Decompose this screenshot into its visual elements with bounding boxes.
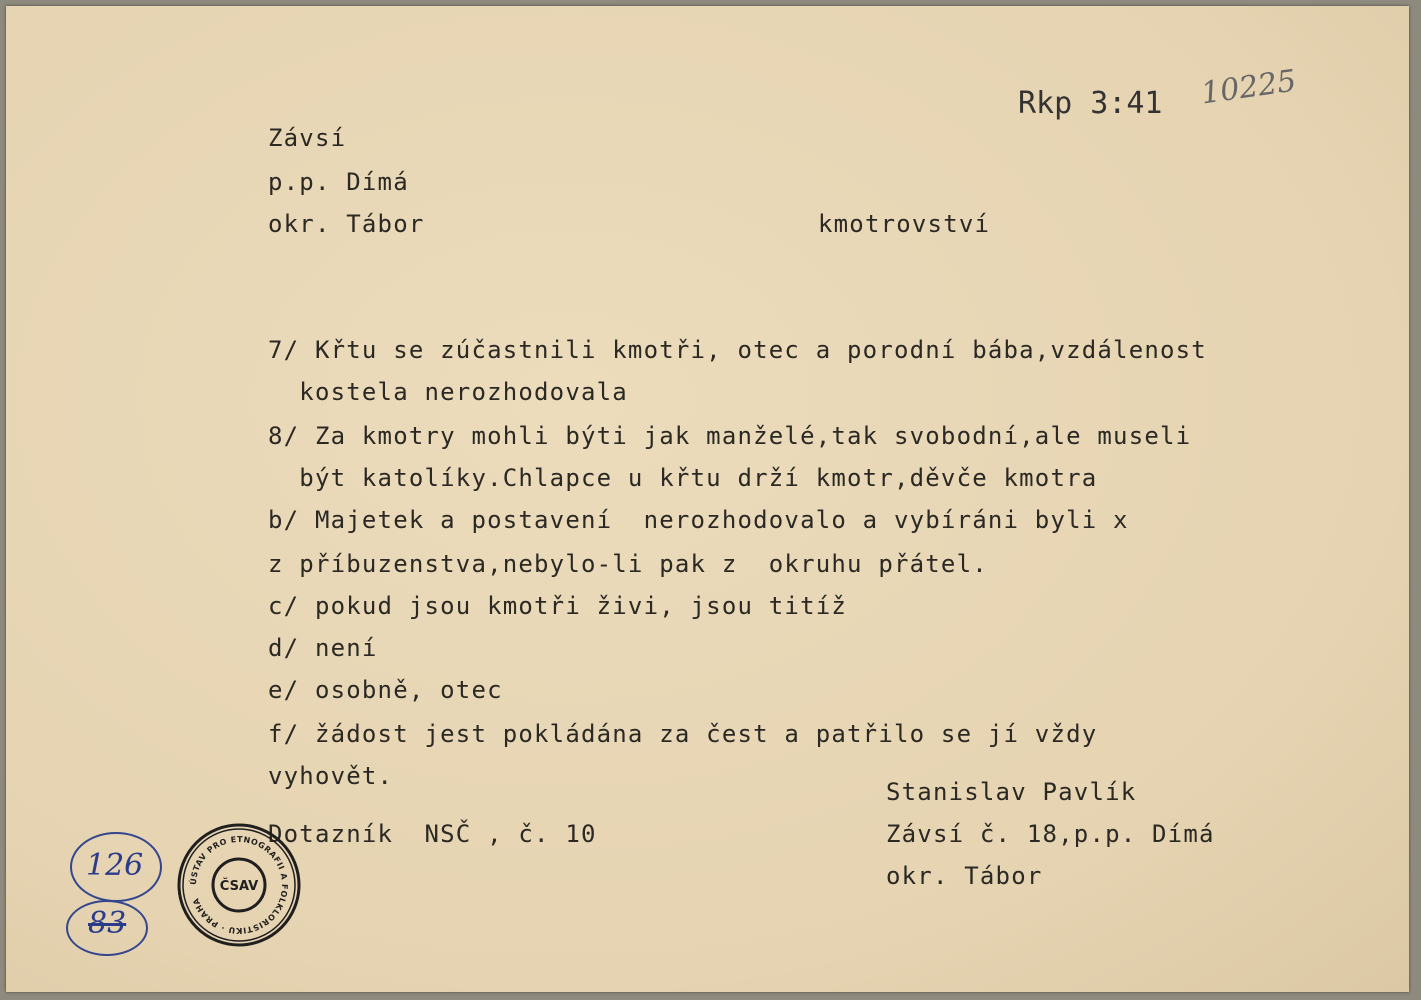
questionnaire-reference: Dotazník NSČ , č. 10 — [268, 820, 597, 848]
answer-line: z příbuzenstva,nebylo-li pak z okruhu přátel. — [268, 550, 988, 578]
header-topic: kmotrovství — [818, 210, 991, 238]
answer-line: f/ žádost jest pokládána za čest a patřilo se jí vždy — [268, 720, 1098, 748]
answer-line: vyhovět. — [268, 762, 394, 790]
page-number: 126 — [86, 848, 144, 883]
answer-line: 7/ Křtu se zúčastnili kmotři, otec a porodní bába,vzdálenost — [268, 336, 1207, 364]
answer-line: 8/ Za kmotry mohli býti jak manželé,tak svobodní,ale museli — [268, 422, 1192, 450]
signature-district: okr. Tábor — [886, 862, 1043, 890]
answer-line: e/ osobně, otec — [268, 676, 503, 704]
header-post: p.p. Dímá — [268, 168, 409, 196]
signature-name: Stanislav Pavlík — [886, 778, 1137, 806]
stamp-ring-text: ÚSTAV PRO ETNOGRAFII A FOLKLORISTIKU · PRAHA — [188, 834, 290, 936]
reference-number: Rkp 3:41 — [1018, 86, 1163, 121]
answer-line: kostela nerozhodovala — [268, 378, 628, 406]
header-village: Závsí — [268, 124, 347, 152]
answer-line: být katolíky.Chlapce u křtu drží kmotr,děvče kmotra — [268, 464, 1098, 492]
answer-line: d/ není — [268, 634, 378, 662]
old-page-number: 83 — [88, 906, 127, 941]
handwritten-reference: 10225 — [1199, 63, 1299, 112]
header-district: okr. Tábor — [268, 210, 425, 238]
stamp-center-text: ČSAV — [219, 879, 259, 894]
signature-address: Závsí č. 18,p.p. Dímá — [886, 820, 1215, 848]
archive-card — [6, 6, 1409, 992]
answer-line: c/ pokud jsou kmotři živi, jsou titíž — [268, 592, 848, 620]
answer-line: b/ Majetek a postavení nerozhodovalo a vybíráni byli x — [268, 506, 1129, 534]
institute-stamp — [174, 820, 304, 950]
